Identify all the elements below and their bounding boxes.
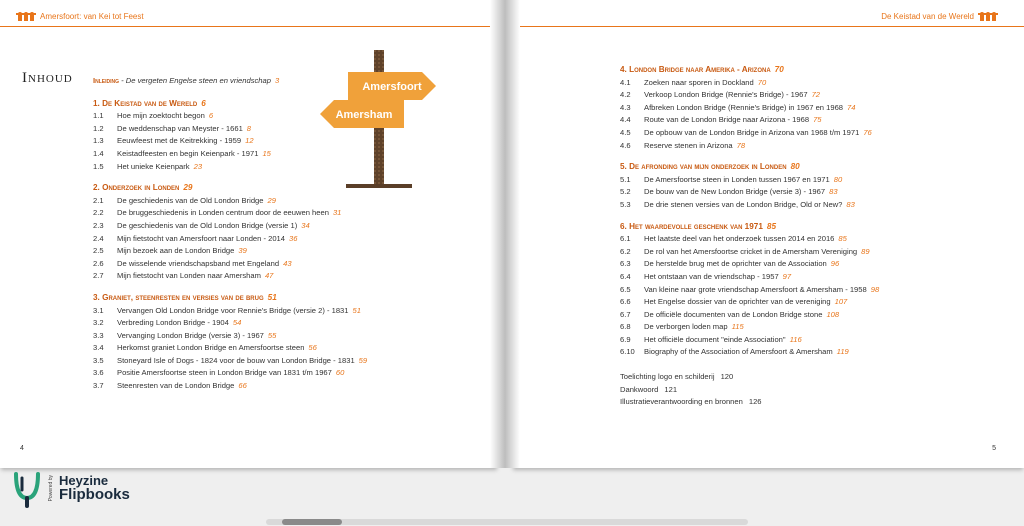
chapter-heading[interactable] xyxy=(93,292,393,305)
entry-number: 6.7 xyxy=(620,309,631,319)
appendix-list xyxy=(620,371,960,409)
left-running-header xyxy=(18,12,144,21)
toc-entry[interactable] xyxy=(620,258,960,271)
toc-entry[interactable] xyxy=(93,207,393,220)
appendix-title: Dankwoord xyxy=(620,384,659,394)
entry-title: De bouw van de New London Bridge (versie 3) - 1967 83 xyxy=(644,187,838,197)
toc-entry[interactable] xyxy=(93,245,393,258)
toc-entry[interactable] xyxy=(620,114,960,127)
entry-title: De geschiedenis van de Old London Bridge (versie 1) 34 xyxy=(117,220,310,230)
chapter-heading[interactable] xyxy=(93,98,393,111)
left-header-title: Amersfoort: van Kei tot Feest xyxy=(40,12,144,21)
entry-page: 97 xyxy=(782,271,792,281)
entry-title: De herstelde brug met de oprichter van de Association 96 xyxy=(644,259,840,269)
toc-entry[interactable] xyxy=(93,330,393,343)
entry-page: 36 xyxy=(289,233,298,243)
appendix-page: 126 xyxy=(748,397,762,407)
entry-number: 2.7 xyxy=(93,271,104,281)
toc-title: Inhoud xyxy=(22,70,73,86)
toc-entry[interactable] xyxy=(620,334,960,347)
entry-page: 15 xyxy=(262,148,271,158)
entry-number: 4.4 xyxy=(620,115,631,125)
entry-page: 119 xyxy=(836,347,849,357)
toc-entry[interactable] xyxy=(620,309,960,322)
entry-page: 75 xyxy=(813,115,822,125)
toc-entry[interactable] xyxy=(93,161,393,174)
entry-title: Mijn fietstocht van Londen naar Amersham 47 xyxy=(117,271,274,281)
entry-title: Het laatste deel van het onderzoek tussen 2014 en 2016 85 xyxy=(644,234,847,244)
toc-right-column xyxy=(620,64,960,409)
entry-number: 4.5 xyxy=(620,127,631,137)
entry-title: Eeuwfeest met de Keitrekking - 1959 12 xyxy=(117,136,254,146)
brand-name: Heyzine xyxy=(59,473,109,488)
toc-entry[interactable] xyxy=(620,127,960,140)
entry-page: 116 xyxy=(789,334,802,344)
entry-title: Verkoop London Bridge (Rennie's Bridge) - 1967 72 xyxy=(644,90,821,100)
toc-entry[interactable] xyxy=(620,284,960,297)
entry-page: 39 xyxy=(238,246,247,256)
chapter-heading[interactable] xyxy=(620,161,960,174)
keistad-logo-icon xyxy=(980,12,996,21)
entry-number: 2.6 xyxy=(93,258,104,268)
entry-page: 66 xyxy=(238,381,247,391)
horizontal-scrollbar[interactable] xyxy=(266,519,748,525)
toc-entry[interactable] xyxy=(93,233,393,246)
entry-title: Van kleine naar grote vriendschap Amersfoort & Amersham - 1958 98 xyxy=(644,284,880,294)
entry-page: 83 xyxy=(829,187,838,197)
entry-title: Stoneyard Isle of Dogs - 1824 voor de bouw van London Bridge - 1831 59 xyxy=(117,355,368,365)
entry-number: 2.2 xyxy=(93,208,104,218)
entry-number: 6.2 xyxy=(620,246,631,256)
header-divider xyxy=(514,26,1024,27)
appendix-title: Toelichting logo en schilderij xyxy=(620,372,715,382)
entry-number: 1.3 xyxy=(93,136,104,146)
entry-number: 3.7 xyxy=(93,381,104,391)
entry-page: 59 xyxy=(358,355,368,365)
entry-number: 4.2 xyxy=(620,90,631,100)
toc-intro-entry[interactable] xyxy=(93,75,393,88)
entry-title: De wisselende vriendschapsband met Engeland 43 xyxy=(117,258,292,268)
lower-sign-label: Amersham xyxy=(335,109,393,121)
entry-page: 56 xyxy=(308,343,317,353)
entry-number: 3.5 xyxy=(93,355,104,365)
intro-page: 3 xyxy=(274,76,280,85)
upper-sign-label: Amersfoort xyxy=(362,81,422,93)
entry-title: Zoeken naar sporen in Dockland 70 xyxy=(644,77,767,87)
entry-page: 23 xyxy=(193,161,203,171)
toc-entry[interactable] xyxy=(93,305,393,318)
entry-number: 1.5 xyxy=(93,161,104,171)
entry-title: Vervanging London Bridge (versie 3) - 1967 55 xyxy=(117,330,277,340)
toc-entry[interactable] xyxy=(620,89,960,102)
toc-entry[interactable] xyxy=(620,271,960,284)
right-page-number: 5 xyxy=(992,445,996,452)
entry-title: Keistadfeesten en begin Keienpark - 1971 15 xyxy=(117,148,271,158)
entry-number: 6.1 xyxy=(620,234,631,244)
chapter-page: 51 xyxy=(267,292,277,302)
appendix-title: Illustratieverantwoording en bronnen xyxy=(620,397,743,407)
right-header-title: De Keistad van de Wereld xyxy=(881,12,974,21)
entry-page: 55 xyxy=(267,330,277,340)
chapter-page: 85 xyxy=(766,221,776,231)
entry-page: 98 xyxy=(870,284,880,294)
toc-entry[interactable] xyxy=(93,355,393,368)
chapter-page: 6 xyxy=(201,98,206,108)
entry-title: Reserve stenen in Arizona 78 xyxy=(644,140,746,150)
toc-entry[interactable] xyxy=(620,233,960,246)
entry-title: Positie Amersfoortse steen in London Bridge van 1831 t/m 1967 60 xyxy=(117,368,345,378)
entry-title: De officiële documenten van de London Bridge stone 108 xyxy=(644,309,840,319)
entry-title: Het ontstaan van de vriendschap - 1957 97 xyxy=(644,271,792,281)
entry-title: De opbouw van de London Bridge in Arizona van 1968 t/m 1971 76 xyxy=(644,127,872,137)
entry-title: De drie stenen versies van de London Bridge, Old or New? 83 xyxy=(644,199,855,209)
entry-number: 6.4 xyxy=(620,271,631,281)
entry-number: 1.1 xyxy=(93,111,104,121)
entry-number: 1.4 xyxy=(93,148,104,158)
appendix-entry[interactable] xyxy=(620,371,960,384)
entry-number: 2.1 xyxy=(93,195,104,205)
entry-number: 6.9 xyxy=(620,334,631,344)
entry-number: 1.2 xyxy=(93,123,104,133)
entry-page: 96 xyxy=(830,259,840,269)
appendix-entry[interactable] xyxy=(620,396,960,409)
toc-entry[interactable] xyxy=(93,270,393,283)
toc-entry[interactable] xyxy=(93,342,393,355)
chapter-page: 29 xyxy=(183,183,193,193)
entry-number: 5.2 xyxy=(620,187,631,197)
entry-page: 107 xyxy=(834,297,848,307)
powered-by-label: Powered by xyxy=(48,474,54,502)
entry-title: De Amersfoortse steen in Londen tussen 1967 en 1971 80 xyxy=(644,174,843,184)
entry-number: 6.5 xyxy=(620,284,631,294)
toc-entry[interactable] xyxy=(93,110,393,123)
entry-page: 72 xyxy=(811,90,821,100)
toc-entry[interactable] xyxy=(93,148,393,161)
entry-number: 6.8 xyxy=(620,322,631,332)
entry-title: Afbreken London Bridge (Rennie's Bridge) in 1967 en 1968 74 xyxy=(644,102,856,112)
right-running-header xyxy=(881,12,996,21)
toc-entry[interactable] xyxy=(93,220,393,233)
entry-title: Vervangen Old London Bridge voor Rennie's Bridge (versie 2) - 1831 51 xyxy=(117,305,361,315)
entry-number: 3.2 xyxy=(93,318,104,328)
toc-entry[interactable] xyxy=(620,102,960,115)
entry-title: De bruggeschiedenis in Londen centrum door de eeuwen heen 31 xyxy=(117,208,342,218)
entry-number: 2.3 xyxy=(93,220,104,230)
entry-page: 60 xyxy=(335,368,345,378)
entry-title: De rol van het Amersfoortse cricket in de Amersham Vereniging 89 xyxy=(644,246,870,256)
toc-entry[interactable] xyxy=(93,317,393,330)
toc-entry[interactable] xyxy=(620,246,960,259)
entry-title: Het unieke Keienpark 23 xyxy=(117,161,203,171)
toc-entry[interactable] xyxy=(620,77,960,90)
entry-title: Het officiële document "einde Association" 116 xyxy=(644,334,802,344)
entry-number: 3.6 xyxy=(93,368,104,378)
entry-page: 12 xyxy=(245,136,254,146)
entry-page: 34 xyxy=(301,220,310,230)
entry-page: 89 xyxy=(861,246,870,256)
heyzine-logo-icon xyxy=(10,468,44,508)
toc-entry[interactable] xyxy=(93,123,393,136)
appendix-entry[interactable] xyxy=(620,384,960,397)
entry-number: 2.4 xyxy=(93,233,104,243)
entry-page: 54 xyxy=(232,318,242,328)
appendix-page: 120 xyxy=(720,372,734,382)
entry-title: Mijn bezoek aan de London Bridge 39 xyxy=(117,246,247,256)
entry-page: 76 xyxy=(863,127,872,137)
entry-number: 3.3 xyxy=(93,330,104,340)
entry-page: 6 xyxy=(208,111,214,121)
keistad-logo-icon xyxy=(18,12,34,21)
entry-page: 78 xyxy=(736,140,746,150)
entry-title: Het Engelse dossier van de oprichter van de vereniging 107 xyxy=(644,297,848,307)
entry-title: Steenresten van de London Bridge 66 xyxy=(117,381,247,391)
entry-title: Hoe mijn zoektocht begon 6 xyxy=(117,111,214,121)
intro-label: Inleiding xyxy=(93,76,119,85)
book-spine xyxy=(490,0,520,468)
entry-page: 83 xyxy=(846,199,855,209)
chapter-title: 4. London Bridge naar Amerika - Arizona xyxy=(620,65,771,74)
entry-page: 115 xyxy=(731,322,744,332)
chapter-heading[interactable] xyxy=(620,64,960,77)
entry-page: 43 xyxy=(283,258,292,268)
entry-page: 70 xyxy=(757,77,767,87)
entry-page: 31 xyxy=(332,208,342,218)
toc-entry[interactable] xyxy=(620,174,960,187)
entry-title: De verborgen loden map 115 xyxy=(644,322,744,332)
right-chapter-list xyxy=(620,64,960,359)
entry-title: Herkomst graniet London Bridge en Amersfoortse steen 56 xyxy=(117,343,317,353)
entry-page: 51 xyxy=(352,305,361,315)
chapter-title: 5. De afronding van mijn onderzoek in Londen xyxy=(620,162,787,172)
chapter-heading[interactable] xyxy=(620,221,960,234)
scrollbar-thumb[interactable] xyxy=(282,519,342,525)
toc-entry[interactable] xyxy=(620,140,960,153)
chapter-title: 1. De Keistad van de Wereld xyxy=(93,98,198,108)
appendix-page: 121 xyxy=(664,384,678,394)
chapter-page: 80 xyxy=(790,162,800,172)
entry-page: 108 xyxy=(826,309,840,319)
entry-title: De weddenschap van Meyster - 1661 8 xyxy=(117,123,252,133)
entry-page: 80 xyxy=(833,174,843,184)
entry-title: De geschiedenis van de Old London Bridge 29 xyxy=(117,195,276,205)
entry-number: 5.1 xyxy=(620,174,631,184)
chapter-title: 3. Graniet, steenresten en versies van de brug xyxy=(93,292,264,302)
entry-number: 4.6 xyxy=(620,140,631,150)
entry-title: Verbreding London Bridge - 1904 54 xyxy=(117,318,242,328)
toc-entry[interactable] xyxy=(93,195,393,208)
toc-entry[interactable] xyxy=(93,258,393,271)
left-chapter-list xyxy=(93,98,393,393)
entry-number: 3.1 xyxy=(93,305,104,315)
chapter-title: 2. Onderzoek in Londen xyxy=(93,183,180,193)
toc-entry[interactable] xyxy=(620,199,960,212)
chapter-page: 70 xyxy=(774,65,784,74)
entry-number: 6.6 xyxy=(620,297,631,307)
chapter-heading[interactable] xyxy=(93,182,393,195)
toc-entry[interactable] xyxy=(620,321,960,334)
entry-number: 4.3 xyxy=(620,102,631,112)
entry-number: 6.10 xyxy=(620,347,635,357)
entry-title: Biography of the Association of Amersfoort & Amersham 119 xyxy=(644,347,849,357)
entry-page: 8 xyxy=(246,123,252,133)
entry-page: 85 xyxy=(838,234,847,244)
toc-entry[interactable] xyxy=(620,186,960,199)
entry-page: 74 xyxy=(847,102,856,112)
entry-number: 2.5 xyxy=(93,246,104,256)
toc-left-column xyxy=(93,75,393,393)
entry-page: 29 xyxy=(267,195,276,205)
entry-title: Mijn fietstocht van Amersfoort naar Londen - 2014 36 xyxy=(117,233,298,243)
left-page[interactable] xyxy=(0,0,496,468)
entry-number: 5.3 xyxy=(620,199,631,209)
entry-page: 47 xyxy=(264,271,274,281)
toc-entry[interactable] xyxy=(620,296,960,309)
toc-entry[interactable] xyxy=(93,367,393,380)
brand-product: Flipbooks xyxy=(59,486,130,503)
toc-entry[interactable] xyxy=(93,380,393,393)
header-divider xyxy=(0,26,496,27)
toc-entry[interactable] xyxy=(93,135,393,148)
entry-number: 3.4 xyxy=(93,343,104,353)
intro-subtitle: - De vergeten Engelse steen en vriendschap xyxy=(119,76,271,85)
entry-number: 6.3 xyxy=(620,259,631,269)
toc-entry[interactable] xyxy=(620,346,960,359)
chapter-title: 6. Het waardevolle geschenk van 1971 xyxy=(620,221,763,231)
entry-number: 4.1 xyxy=(620,77,631,87)
heyzine-brand[interactable] xyxy=(10,468,130,508)
entry-title: Route van de London Bridge naar Arizona - 1968 75 xyxy=(644,115,822,125)
left-page-number: 4 xyxy=(20,445,24,452)
